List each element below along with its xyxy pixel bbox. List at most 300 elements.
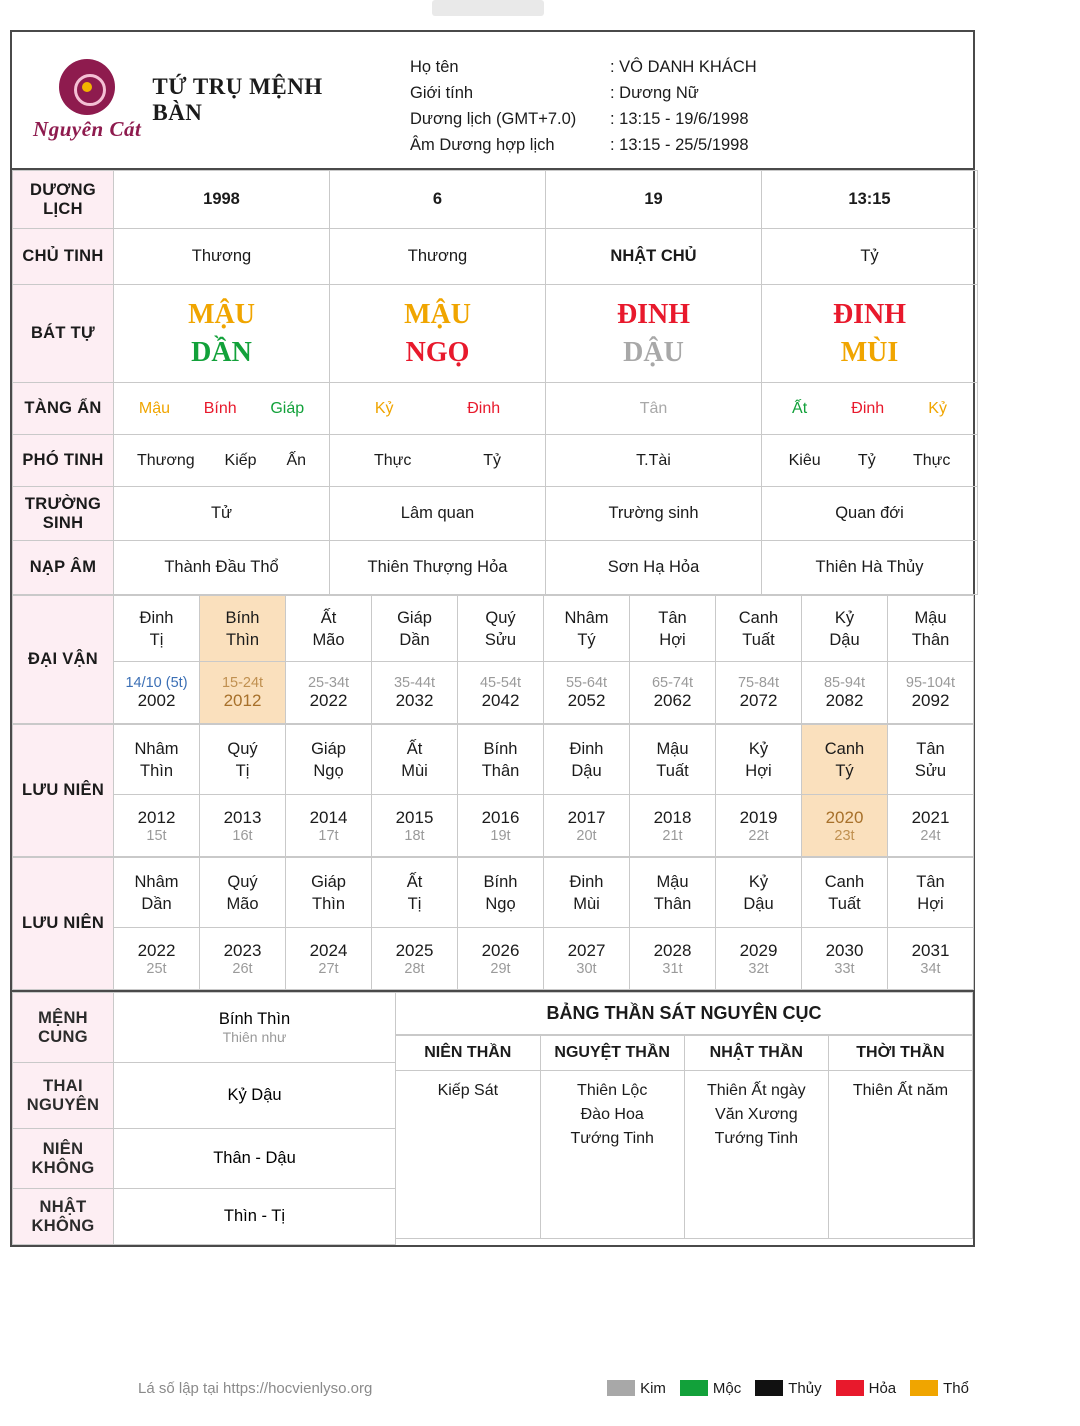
luu-nien-year: 2017 (567, 807, 606, 827)
tang-an-day (546, 383, 762, 435)
dai-van-period (630, 662, 716, 724)
luu-nien-cell[interactable] (200, 725, 286, 795)
luu-nien-can: Canh (824, 739, 865, 758)
than-sat-item: Thiên Lộc (577, 1082, 648, 1099)
row-truong-sinh (13, 487, 978, 541)
than-sat-title: BẢNG THẦN SÁT NGUYÊN CỤC (396, 992, 973, 1035)
chu-tinh-day: NHẬT CHỦ (546, 229, 762, 285)
dai-van-period (114, 662, 200, 724)
luu-nien-age: 29t (490, 960, 511, 977)
luu-nien-chi: Dậu (743, 894, 774, 913)
luu-nien-chi: Thân (653, 894, 692, 913)
luu-nien-cell[interactable] (544, 858, 630, 928)
luu-nien-period (372, 795, 458, 857)
luu-nien-year-row (13, 795, 974, 857)
tang-an-year (114, 383, 330, 435)
dai-van-year: 2042 (481, 690, 520, 710)
bat-tu-year (114, 285, 330, 383)
luu-nien-year: 2025 (395, 940, 434, 960)
luu-nien-age: 20t (576, 827, 597, 844)
info-value: : 13:15 - 19/6/1998 (610, 110, 749, 128)
luu-nien-can: Giáp (311, 872, 346, 891)
luu-nien-cell[interactable] (114, 725, 200, 795)
info-row-name (410, 54, 973, 80)
dai-van-chi: Thân (911, 630, 950, 649)
brand-block (12, 32, 372, 168)
than-sat-col-nhat: NHẬT THẦN (684, 1036, 828, 1071)
luu-nien-year: 2015 (395, 807, 434, 827)
dai-van-age: 45-54t (479, 674, 522, 691)
nien-khong-row (13, 1129, 396, 1189)
dai-van-period (888, 662, 974, 724)
legend-swatch-hoa (836, 1380, 864, 1396)
luu-nien-age: 25t (146, 960, 167, 977)
row-label-truong-sinh: TRƯỜNG SINH (13, 487, 114, 541)
luu-nien-year: 2019 (739, 807, 778, 827)
dai-van-cell[interactable] (200, 596, 286, 662)
dai-van-can: Tân (658, 608, 687, 627)
dai-van-age: 75-84t (737, 674, 780, 691)
pho-tinh-item: Thực (373, 451, 412, 469)
luu-nien-can: Kỷ (748, 872, 769, 891)
luu-nien-period (802, 795, 888, 857)
dai-van-cell[interactable] (286, 596, 372, 662)
bat-tu-chi: DẬU (623, 336, 684, 368)
luu-nien-cell[interactable] (200, 858, 286, 928)
dai-van-chi: Dậu (829, 630, 860, 649)
luu-nien-cell[interactable] (888, 858, 974, 928)
info-row-solar (410, 106, 973, 132)
luu-nien-can: Ất (406, 872, 423, 891)
luu-nien-age: 27t (318, 960, 339, 977)
dai-van-age: 55-64t (565, 674, 608, 691)
legend-label: Mộc (712, 1379, 742, 1397)
legend-swatch-thuy (755, 1380, 783, 1396)
luu-nien-can: Giáp (311, 739, 346, 758)
luu-nien-cell[interactable] (114, 858, 200, 928)
luu-nien-cell[interactable] (372, 725, 458, 795)
bat-tu-day (546, 285, 762, 383)
luu-nien-period (286, 928, 372, 990)
luu-nien-chi: Ngọ (313, 761, 344, 780)
luu-nien-period (114, 795, 200, 857)
duong-lich-month: 6 (330, 171, 546, 229)
luu-nien-period (200, 795, 286, 857)
dai-van-cell[interactable] (716, 596, 802, 662)
luu-nien-period (888, 795, 974, 857)
luu-nien-cell[interactable] (458, 725, 544, 795)
luu-nien-chi: Tý (835, 761, 854, 780)
luu-nien-age: 19t (490, 827, 511, 844)
dai-van-chi: Mão (312, 630, 345, 649)
dai-van-can: Đinh (139, 608, 174, 627)
info-value: : 13:15 - 25/5/1998 (610, 136, 749, 154)
luu-nien-cell[interactable] (458, 858, 544, 928)
legend-label: Kim (640, 1379, 666, 1397)
luu-nien-year: 2027 (567, 940, 606, 960)
info-label: Họ tên (410, 58, 459, 76)
luu-nien-period (544, 928, 630, 990)
truong-sinh-month: Lâm quan (330, 487, 546, 541)
than-sat-item: Đào Hoa (580, 1106, 644, 1123)
dai-van-period (802, 662, 888, 724)
luu-nien-chi: Thìn (139, 761, 174, 780)
person-info (372, 32, 973, 168)
luu-nien-can: Mậu (656, 872, 689, 891)
luu-nien-year: 2014 (309, 807, 348, 827)
luu-nien-cell[interactable] (716, 858, 802, 928)
pho-tinh-hour (762, 435, 978, 487)
dai-van-year: 2072 (739, 690, 778, 710)
dai-van-cell[interactable] (888, 596, 974, 662)
brand-name: Nguyên Cát (33, 116, 142, 141)
dai-van-age: 25-34t (307, 674, 350, 691)
tang-an-hour (762, 383, 978, 435)
dai-van-table (12, 595, 974, 724)
nap-am-year: Thành Đầu Thổ (114, 541, 330, 595)
chart-header (12, 32, 973, 170)
than-sat-body-row (396, 1071, 973, 1239)
luu-nien-chi: Ngọ (485, 894, 516, 913)
luu-nien-cell[interactable] (802, 858, 888, 928)
dai-van-year: 2022 (309, 690, 348, 710)
luu-nien-chi: Mão (226, 894, 259, 913)
nien-khong-value: Thân - Dậu (114, 1129, 396, 1189)
dai-van-chi: Tý (577, 630, 596, 649)
luu-nien-cell[interactable] (716, 725, 802, 795)
logo (30, 59, 144, 142)
pho-tinh-item: Kiêu (788, 451, 821, 469)
row-label-dai-van: ĐẠI VẬN (13, 596, 114, 724)
than-sat-item: Thiên Ất ngày (706, 1082, 806, 1099)
luu-nien-can: Ất (406, 739, 423, 758)
luu-nien-age: 22t (748, 827, 769, 844)
tang-an-item: Mậu (138, 399, 170, 417)
luu-nien-year: 2022 (137, 940, 176, 960)
nap-am-hour: Thiên Hà Thủy (762, 541, 978, 595)
pho-tinh-year (114, 435, 330, 487)
luu-nien-age: 18t (404, 827, 425, 844)
info-label: Âm Dương hợp lịch (410, 136, 555, 154)
luu-nien-period (114, 928, 200, 990)
luu-nien-year: 2029 (739, 940, 778, 960)
luu-nien-can: Quý (227, 872, 258, 891)
luu-nien-year: 2016 (481, 807, 520, 827)
tang-an-item: Kỷ (374, 399, 394, 417)
pho-tinh-item: Thực (912, 451, 951, 469)
thai-nguyen-row (13, 1063, 396, 1129)
truong-sinh-day: Trường sinh (546, 487, 762, 541)
row-label-luu-nien-1: LƯU NIÊN (13, 725, 114, 857)
info-label: Dương lịch (GMT+7.0) (410, 110, 577, 128)
dai-van-age: 95-104t (905, 674, 956, 691)
truong-sinh-hour: Quan đới (762, 487, 978, 541)
legend-swatch-kim (607, 1380, 635, 1396)
row-chu-tinh (13, 229, 978, 285)
luu-nien-year: 2021 (911, 807, 950, 827)
bat-tu-chi: DẦN (191, 336, 252, 368)
tang-an-item: Đinh (467, 399, 501, 417)
info-label: Giới tính (410, 84, 474, 102)
luu-nien-cell[interactable] (544, 725, 630, 795)
dai-van-period (286, 662, 372, 724)
luu-nien-can: Nhâm (134, 872, 179, 891)
than-sat-cell-nhat (684, 1071, 828, 1239)
luu-nien-period (200, 928, 286, 990)
luu-nien-age: 17t (318, 827, 339, 844)
luu-nien-chi: Dậu (571, 761, 602, 780)
element-legend (607, 1380, 975, 1397)
luu-nien-cell[interactable] (286, 858, 372, 928)
luu-nien-can: Đinh (569, 739, 604, 758)
bottom-section (12, 990, 973, 1245)
luu-nien-chi: Tị (407, 894, 422, 913)
luu-nien-cell[interactable] (630, 858, 716, 928)
chu-tinh-month: Thương (330, 229, 546, 285)
dai-van-chi: Tuất (742, 630, 775, 649)
row-label-nhat-khong: NHẬT KHÔNG (13, 1189, 114, 1245)
dai-van-can: Nhâm (564, 608, 609, 627)
luu-nien-period (716, 928, 802, 990)
menh-cung-value: Bính Thìn (218, 1010, 291, 1028)
luu-nien-age: 32t (748, 960, 769, 977)
than-sat-cell-nien (396, 1071, 540, 1239)
duong-lich-day: 19 (546, 171, 762, 229)
tang-an-item: Giáp (270, 399, 305, 417)
row-nap-am (13, 541, 978, 595)
than-sat-item: Văn Xương (715, 1106, 798, 1123)
dai-van-ganzhi-row (13, 596, 974, 662)
pho-tinh-day (546, 435, 762, 487)
dai-van-age: 65-74t (651, 674, 694, 691)
row-label-thai-nguyen: THAI NGUYÊN (13, 1063, 114, 1129)
than-sat-block (396, 992, 973, 1245)
legend-label: Hỏa (868, 1379, 897, 1397)
luu-nien-can: Bính (483, 739, 518, 758)
luu-nien-year: 2018 (653, 807, 692, 827)
luu-nien-period (372, 928, 458, 990)
info-row-gender (410, 80, 973, 106)
legend-swatch-tho (910, 1380, 938, 1396)
luu-nien-chi: Thân (481, 761, 520, 780)
bat-tu-can: ĐINH (832, 298, 907, 330)
duong-lich-hour: 13:15 (762, 171, 978, 229)
dai-van-can: Ất (320, 608, 337, 627)
tang-an-month (330, 383, 546, 435)
luu-nien-year: 2026 (481, 940, 520, 960)
luu-nien-chi: Mùi (573, 894, 600, 913)
legend-item-moc (680, 1380, 741, 1397)
than-sat-cell-thoi (828, 1071, 972, 1239)
chart-page (10, 30, 975, 1247)
luu-nien-year: 2012 (137, 807, 176, 827)
luu-nien-year: 2020 (825, 807, 864, 827)
dai-van-chi: Hợi (659, 630, 686, 649)
row-bat-tu (13, 285, 978, 383)
tang-an-item: Ất (792, 399, 808, 417)
legend-label: Thổ (943, 1379, 969, 1397)
luu-nien-can: Canh (824, 872, 865, 891)
row-label-chu-tinh: CHỦ TINH (13, 229, 114, 285)
menh-cung-block (12, 992, 396, 1245)
bat-tu-can: ĐINH (616, 298, 691, 330)
than-sat-table (396, 1035, 973, 1239)
dai-van-year: 2052 (567, 690, 606, 710)
luu-nien-period (630, 928, 716, 990)
pho-tinh-item: Tỷ (483, 451, 502, 469)
nap-am-day: Sơn Hạ Hỏa (546, 541, 762, 595)
luu-nien-age: 23t (834, 827, 855, 844)
luu-nien-cell[interactable] (630, 725, 716, 795)
dai-van-chi: Dần (399, 630, 430, 649)
luu-nien-year: 2024 (309, 940, 348, 960)
than-sat-col-nien: NIÊN THẦN (396, 1036, 540, 1071)
luu-nien-age: 21t (662, 827, 683, 844)
dai-van-cell[interactable] (630, 596, 716, 662)
dai-van-year: 2002 (137, 690, 176, 710)
than-sat-col-nguyet: NGUYỆT THẦN (540, 1036, 684, 1071)
luu-nien-year: 2028 (653, 940, 692, 960)
luu-nien-can: Mậu (656, 739, 689, 758)
tang-an-item: Bính (203, 399, 237, 417)
bat-tu-can: MẬU (188, 298, 255, 330)
than-sat-item: Kiếp Sát (437, 1082, 499, 1099)
dai-van-can: Mậu (914, 608, 947, 627)
dai-van-period (544, 662, 630, 724)
dai-van-age: 85-94t (823, 674, 866, 691)
row-label-bat-tu: BÁT TỰ (13, 285, 114, 383)
legend-item-hoa (836, 1380, 897, 1397)
luu-nien-cell[interactable] (372, 858, 458, 928)
dai-van-year: 2032 (395, 690, 434, 710)
row-label-pho-tinh: PHÓ TINH (13, 435, 114, 487)
luu-nien-ganzhi-row (13, 725, 974, 795)
dai-van-chi: Tị (149, 630, 164, 649)
luu-nien-period (630, 795, 716, 857)
dai-van-period (458, 662, 544, 724)
luu-nien-age: 26t (232, 960, 253, 977)
status-notch (432, 0, 544, 16)
luu-nien-chi: Mùi (401, 761, 428, 780)
dai-van-year: 2062 (653, 690, 692, 710)
menh-cung-sub: Thiên như (222, 1029, 287, 1045)
luu-nien-can: Bính (483, 872, 518, 891)
dai-van-age: 15-24t (221, 674, 264, 691)
dai-van-cell[interactable] (114, 596, 200, 662)
dai-van-chi: Thìn (225, 630, 260, 649)
luu-nien-table-2 (12, 857, 974, 990)
bat-tu-can: MẬU (404, 298, 471, 330)
luu-nien-table-1 (12, 724, 974, 857)
footer-source: Lá số lập tại https://hocvienlyso.org (138, 1379, 373, 1397)
than-sat-header-row (396, 1036, 973, 1071)
dai-van-cell[interactable] (372, 596, 458, 662)
tang-an-item: Kỷ (928, 399, 947, 417)
luu-nien-can: Tân (916, 872, 945, 891)
bat-tu-month (330, 285, 546, 383)
dai-van-chi: Sửu (484, 630, 517, 649)
luu-nien-chi: Hợi (917, 894, 944, 913)
than-sat-cell-nguyet (540, 1071, 684, 1239)
than-sat-item: Thiên Ất năm (852, 1082, 949, 1099)
info-value: : Dương Nữ (610, 84, 699, 102)
luu-nien-period (286, 795, 372, 857)
luu-nien-age: 33t (834, 960, 855, 977)
luu-nien-chi: Dần (141, 894, 172, 913)
nhat-khong-row (13, 1189, 396, 1245)
row-duong-lich (13, 171, 978, 229)
dai-van-can: Giáp (397, 608, 432, 627)
dai-van-cell[interactable] (544, 596, 630, 662)
info-row-lunar (410, 132, 973, 158)
luu-nien-cell[interactable] (888, 725, 974, 795)
pillars-table (12, 170, 978, 595)
dai-van-year: 2012 (223, 690, 262, 710)
bat-tu-chi: MÙI (840, 336, 899, 368)
row-label-tang-an: TÀNG ẨN (13, 383, 114, 435)
legend-item-kim (607, 1380, 666, 1397)
dai-van-year-row (13, 662, 974, 724)
dai-van-cell[interactable] (802, 596, 888, 662)
row-label-nap-am: NẠP ÂM (13, 541, 114, 595)
pho-tinh-item: T.Tài (636, 451, 671, 469)
page-title: TỨ TRỤ MỆNH BÀN (152, 74, 323, 125)
luu-nien-period (716, 795, 802, 857)
lotus-icon (59, 59, 115, 115)
truong-sinh-year: Tử (114, 487, 330, 541)
dai-van-can: Quý (485, 608, 516, 627)
tang-an-item: Đinh (851, 399, 885, 417)
luu-nien-chi: Sửu (914, 761, 947, 780)
luu-nien-chi: Tuất (656, 761, 689, 780)
footer (10, 1368, 975, 1408)
bat-tu-hour (762, 285, 978, 383)
luu-nien-cell[interactable] (286, 725, 372, 795)
bat-tu-chi: NGỌ (405, 336, 470, 368)
luu-nien-cell[interactable] (802, 725, 888, 795)
dai-van-period (716, 662, 802, 724)
nhat-khong-value: Thìn - Tị (114, 1189, 396, 1245)
than-sat-col-thoi: THỜI THẦN (828, 1036, 972, 1071)
legend-item-tho (910, 1380, 969, 1397)
luu-nien-can: Đinh (569, 872, 604, 891)
luu-nien-period (802, 928, 888, 990)
chu-tinh-hour: Tỷ (762, 229, 978, 285)
luu-nien-age: 30t (576, 960, 597, 977)
luu-nien-year: 2023 (223, 940, 262, 960)
chu-tinh-year: Thương (114, 229, 330, 285)
nap-am-month: Thiên Thượng Hỏa (330, 541, 546, 595)
dai-van-period (200, 662, 286, 724)
luu-nien-age: 16t (232, 827, 253, 844)
luu-nien-chi: Tuất (828, 894, 861, 913)
luu-nien-period (544, 795, 630, 857)
row-label-nien-khong: NIÊN KHÔNG (13, 1129, 114, 1189)
row-label-duong-lich: DƯƠNG LỊCH (13, 171, 114, 229)
pho-tinh-item: Ấn (286, 451, 307, 469)
dai-van-cell[interactable] (458, 596, 544, 662)
luu-nien-age: 31t (662, 960, 683, 977)
luu-nien-year-row (13, 928, 974, 990)
menh-cung-value-cell (114, 993, 396, 1063)
duong-lich-year: 1998 (114, 171, 330, 229)
pho-tinh-item: Thương (136, 451, 195, 469)
pho-tinh-item: Tỷ (857, 451, 876, 469)
pho-tinh-item: Kiếp (224, 451, 257, 469)
luu-nien-year: 2030 (825, 940, 864, 960)
luu-nien-chi: Tị (235, 761, 250, 780)
dai-van-age: 35-44t (393, 674, 436, 691)
